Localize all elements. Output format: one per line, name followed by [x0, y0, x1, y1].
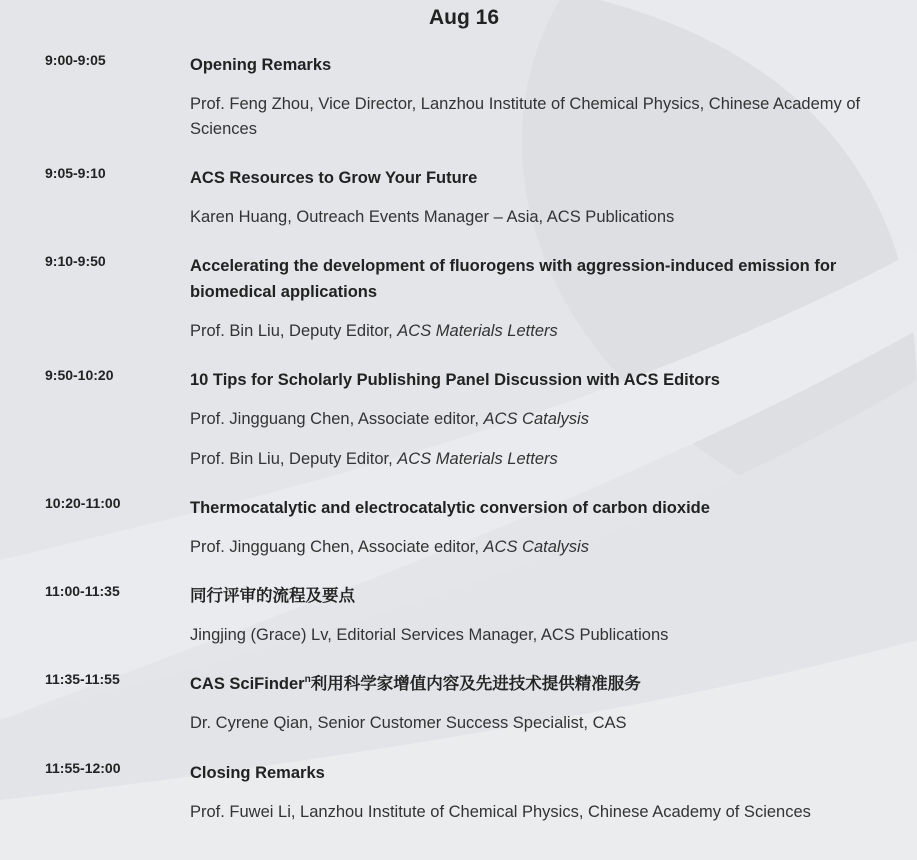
- session-time: 9:10-9:50: [45, 253, 106, 269]
- speaker-line: [190, 407, 870, 432]
- session-content: [190, 671, 870, 736]
- session-title: 同行评审的流程及要点: [190, 587, 355, 605]
- session-time: 11:35-11:55: [45, 671, 120, 687]
- session-content: [190, 495, 870, 560]
- session-time: 9:00-9:05: [45, 52, 106, 68]
- session-title: [190, 671, 870, 697]
- speaker-text: Prof. Fuwei Li, Lanzhou Institute of Chemical Physics, Chinese Academy of Sciences: [190, 803, 811, 821]
- session-title: ACS Resources to Grow Your Future: [190, 169, 478, 187]
- session-time: 10:20-11:00: [45, 495, 121, 511]
- speaker-line: [190, 92, 870, 142]
- speaker-line: [190, 205, 870, 230]
- speaker-text: Karen Huang, Outreach Events Manager – Asia, ACS Publications: [190, 208, 675, 226]
- session-title: Accelerating the development of fluorogens with aggression-induced emission for biomedical applications: [190, 257, 837, 301]
- speaker-line: [190, 535, 870, 560]
- session-content: [190, 583, 870, 648]
- session-time: 11:55-12:00: [45, 760, 121, 776]
- speaker-line: [190, 623, 870, 648]
- session-title-prefix: CAS SciFinder: [190, 675, 305, 693]
- speaker-line: [190, 800, 870, 825]
- speaker-text: Prof. Jingguang Chen, Associate editor,: [190, 538, 484, 556]
- journal-name: ACS Materials Letters: [397, 450, 558, 468]
- journal-name: ACS Materials Letters: [397, 322, 558, 340]
- session-time: 11:00-11:35: [45, 583, 120, 599]
- speaker-line: [190, 447, 870, 472]
- speaker-text: Prof. Feng Zhou, Vice Director, Lanzhou Institute of Chemical Physics, Chinese Academy of Sciences: [190, 95, 861, 138]
- speaker-text: Jingjing (Grace) Lv, Editorial Services Manager, ACS Publications: [190, 626, 669, 644]
- session-title: Thermocatalytic and electrocatalytic conversion of carbon dioxide: [190, 499, 710, 517]
- speaker-text: Prof. Bin Liu, Deputy Editor,: [190, 322, 398, 340]
- session-content: [190, 760, 870, 825]
- speaker-text: Prof. Jingguang Chen, Associate editor,: [190, 410, 484, 428]
- speaker-text: Dr. Cyrene Qian, Senior Customer Success Specialist, CAS: [190, 714, 627, 732]
- session-content: [190, 367, 870, 472]
- speaker-text: Prof. Bin Liu, Deputy Editor,: [190, 450, 398, 468]
- session-title: Closing Remarks: [190, 764, 325, 782]
- session-title: 10 Tips for Scholarly Publishing Panel Discussion with ACS Editors: [190, 371, 720, 389]
- journal-name: ACS Catalysis: [483, 410, 589, 428]
- speaker-line: [190, 319, 870, 344]
- session-content: [190, 165, 870, 230]
- session-title: Opening Remarks: [190, 56, 332, 74]
- session-time: 9:05-9:10: [45, 165, 106, 181]
- speaker-line: [190, 711, 870, 736]
- session-title-suffix: 利用科学家增值内容及先进技术提供精准服务: [310, 675, 641, 693]
- session-time: 9:50-10:20: [45, 367, 114, 383]
- journal-name: ACS Catalysis: [483, 538, 589, 556]
- day-title: Aug 16: [428, 6, 499, 29]
- session-content: [190, 253, 870, 344]
- session-content: [190, 52, 870, 142]
- session-title-superscript: n: [304, 674, 311, 685]
